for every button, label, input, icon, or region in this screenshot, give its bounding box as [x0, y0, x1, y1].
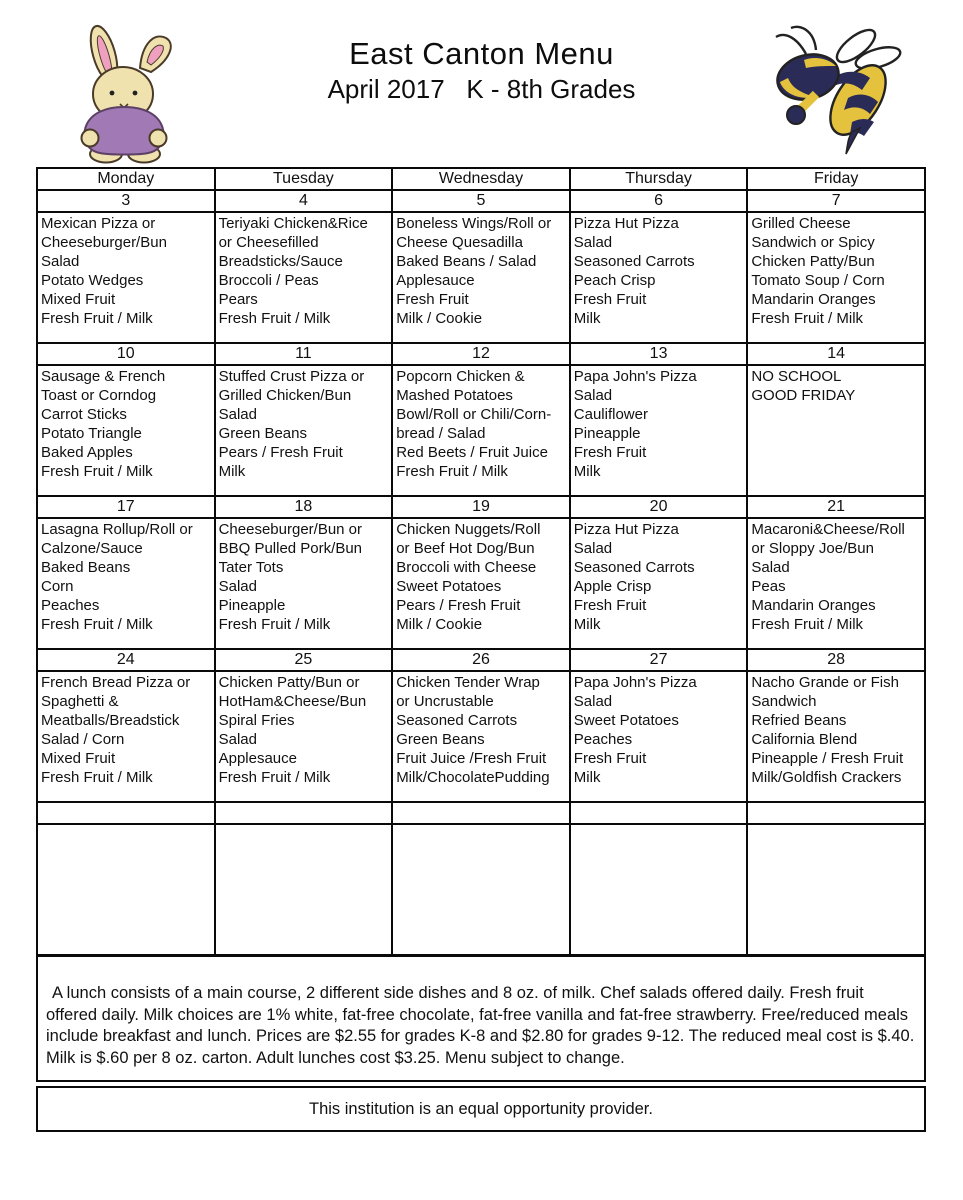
menu-cell: Papa John's Pizza Salad Sweet Potatoes Peaches Fresh Fruit Milk — [570, 671, 748, 802]
date-cell: 20 — [570, 496, 748, 518]
date-cell: 10 — [37, 343, 215, 365]
menu-cell: Papa John's Pizza Salad Cauliflower Pineapple Fresh Fruit Milk — [570, 365, 748, 496]
menu-cell: Sausage & French Toast or Corndog Carrot Sticks Potato Triangle Baked Apples Fresh Fruit / Milk — [37, 365, 215, 496]
date-cell — [37, 802, 215, 824]
menu-cell: Pizza Hut Pizza Salad Seasoned Carrots Apple Crisp Fresh Fruit Milk — [570, 518, 748, 649]
date-cell: 7 — [747, 190, 925, 212]
date-row — [37, 496, 925, 518]
day-header-cell: Wednesday — [392, 168, 570, 190]
menu-row — [37, 671, 925, 802]
page-subtitle: April 2017 K - 8th Grades — [327, 74, 636, 104]
menu-cell: Chicken Nuggets/Roll or Beef Hot Dog/Bun Broccoli with Cheese Sweet Potatoes Pears / Fresh Fruit Milk / Cookie — [392, 518, 570, 649]
menu-cell: Mexican Pizza or Cheeseburger/Bun Salad Potato Wedges Mixed Fruit Fresh Fruit / Milk — [37, 212, 215, 343]
date-cell — [747, 802, 925, 824]
menu-cell: Boneless Wings/Roll or Cheese Quesadilla Baked Beans / Salad Applesauce Fresh Fruit Milk / Cookie — [392, 212, 570, 343]
date-cell: 24 — [37, 649, 215, 671]
date-cell: 4 — [215, 190, 393, 212]
date-row — [37, 343, 925, 365]
menu-cell: Cheeseburger/Bun or BBQ Pulled Pork/Bun Tater Tots Salad Pineapple Fresh Fruit / Milk — [215, 518, 393, 649]
menu-cell: Lasagna Rollup/Roll or Calzone/Sauce Baked Beans Corn Peaches Fresh Fruit / Milk — [37, 518, 215, 649]
date-row — [37, 802, 925, 824]
date-cell — [570, 802, 748, 824]
menu-cell: French Bread Pizza or Spaghetti & Meatballs/Breadstick Salad / Corn Mixed Fruit Fresh Fruit / Milk — [37, 671, 215, 802]
date-cell: 28 — [747, 649, 925, 671]
menu-calendar-table — [36, 167, 926, 956]
date-cell — [392, 802, 570, 824]
hornet-mascot-icon — [748, 20, 906, 161]
menu-cell: Pizza Hut Pizza Salad Seasoned Carrots Peach Crisp Fresh Fruit Milk — [570, 212, 748, 343]
day-header-cell: Monday — [37, 168, 215, 190]
menu-cell: Macaroni&Cheese/Roll or Sloppy Joe/Bun Salad Peas Mandarin Oranges Fresh Fruit / Milk — [747, 518, 925, 649]
date-row — [37, 190, 925, 212]
date-cell: 13 — [570, 343, 748, 365]
menu-cell — [37, 824, 215, 955]
menu-cell — [747, 824, 925, 955]
day-header-cell: Tuesday — [215, 168, 393, 190]
notes-text: A lunch consists of a main course, 2 different side dishes and 8 oz. of milk. Chef salads offered daily. Fresh fruit offered daily. Milk choices are 1% white, fat-free chocolate, fat-free vanilla and fat-free strawberry. Free/reduced meals include breakfast and lunch. Prices are $2.55 for grades K-8 and $2.80 for grades 9-12. The reduced meal cost is $.40. Milk is $.60 per 8 oz. carton. Adult lunches cost $3.25. Menu subject to change. — [46, 984, 915, 1067]
date-cell: 12 — [392, 343, 570, 365]
menu-cell: Stuffed Crust Pizza or Grilled Chicken/Bun Salad Green Beans Pears / Fresh Fruit Milk — [215, 365, 393, 496]
menu-row — [37, 824, 925, 955]
page-title: East Canton Menu — [349, 36, 614, 71]
date-row — [37, 649, 925, 671]
menu-cell — [570, 824, 748, 955]
calendar-body — [37, 190, 925, 955]
bunny-mascot-icon — [56, 20, 194, 169]
date-cell: 27 — [570, 649, 748, 671]
menu-cell: Chicken Patty/Bun or HotHam&Cheese/Bun Spiral Fries Salad Applesauce Fresh Fruit / Milk — [215, 671, 393, 802]
footer-text: This institution is an equal opportunity provider. — [309, 1099, 653, 1118]
menu-cell: Teriyaki Chicken&Rice or Cheesefilled Breadsticks/Sauce Broccoli / Peas Pears Fresh Fruit / Milk — [215, 212, 393, 343]
menu-cell: NO SCHOOL GOOD FRIDAY — [747, 365, 925, 496]
menu-cell: Chicken Tender Wrap or Uncrustable Seasoned Carrots Green Beans Fruit Juice /Fresh Fruit Milk/ChocolatePudding — [392, 671, 570, 802]
menu-row — [37, 212, 925, 343]
date-cell — [215, 802, 393, 824]
notes-box — [36, 955, 926, 1082]
date-cell: 3 — [37, 190, 215, 212]
date-cell: 5 — [392, 190, 570, 212]
day-header-cell: Thursday — [570, 168, 748, 190]
menu-cell: Popcorn Chicken & Mashed Potatoes Bowl/Roll or Chili/Corn- bread / Salad Red Beets / Fruit Juice Fresh Fruit / Milk — [392, 365, 570, 496]
menu-row — [37, 365, 925, 496]
menu-cell: Grilled Cheese Sandwich or Spicy Chicken Patty/Bun Tomato Soup / Corn Mandarin Oranges Fresh Fruit / Milk — [747, 212, 925, 343]
date-cell: 14 — [747, 343, 925, 365]
date-cell: 17 — [37, 496, 215, 518]
date-cell: 19 — [392, 496, 570, 518]
menu-cell — [392, 824, 570, 955]
date-cell: 26 — [392, 649, 570, 671]
day-header-row — [37, 168, 925, 190]
menu-row — [37, 518, 925, 649]
menu-cell — [215, 824, 393, 955]
day-header-cell: Friday — [747, 168, 925, 190]
date-cell: 21 — [747, 496, 925, 518]
date-cell: 6 — [570, 190, 748, 212]
menu-cell: Nacho Grande or Fish Sandwich Refried Beans California Blend Pineapple / Fresh Fruit Milk/Goldfish Crackers — [747, 671, 925, 802]
footer-box — [36, 1086, 926, 1132]
date-cell: 25 — [215, 649, 393, 671]
date-cell: 18 — [215, 496, 393, 518]
date-cell: 11 — [215, 343, 393, 365]
